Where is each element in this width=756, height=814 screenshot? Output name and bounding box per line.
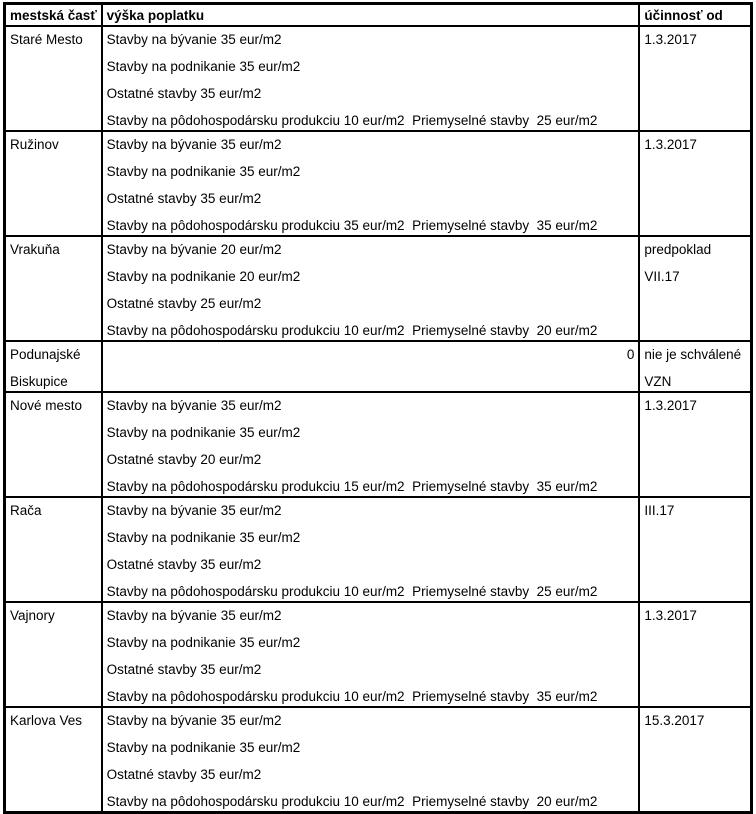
fees-cell-line: Stavby na pôdohospodársku produkciu 10 eur/m2 Priemyselné stavby 25 eur/m2 — [106, 584, 598, 599]
effective-cell — [639, 707, 751, 813]
fees-cell-line: Ostatné stavby 35 eur/m2 — [106, 191, 262, 206]
fees-cell — [102, 497, 640, 602]
effective-cell — [639, 131, 751, 236]
fees-cell-line: Stavby na pôdohospodársku produkciu 10 eur/m2 Priemyselné stavby 20 eur/m2 — [106, 323, 598, 338]
fees-cell — [102, 236, 640, 341]
effective-cell-line: nie je schválené — [644, 347, 742, 362]
table-row — [5, 236, 752, 341]
effective-cell-line: 1.3.2017 — [644, 398, 697, 413]
table-row — [5, 26, 752, 131]
fees-zero-value: 0 — [626, 347, 635, 362]
effective-cell — [639, 392, 751, 497]
fees-cell — [102, 602, 640, 707]
fees-cell-line: Stavby na podnikanie 35 eur/m2 — [106, 740, 301, 755]
fees-cell — [102, 707, 640, 813]
fees-cell-line: Stavby na podnikanie 35 eur/m2 — [106, 635, 301, 650]
fees-cell-line: Stavby na podnikanie 35 eur/m2 — [106, 164, 301, 179]
fees-cell-line: Stavby na bývanie 35 eur/m2 — [106, 398, 282, 413]
fees-cell-line: Stavby na pôdohospodársku produkciu 10 eur/m2 Priemyselné stavby 35 eur/m2 — [106, 689, 598, 704]
district-cell-line: Staré Mesto — [10, 32, 83, 47]
district-cell — [5, 236, 102, 341]
effective-cell-line: 15.3.2017 — [644, 713, 705, 728]
effective-cell — [639, 236, 751, 341]
district-cell-line: Vrakuňa — [10, 242, 60, 257]
table-row — [5, 497, 752, 602]
district-fee-table — [3, 2, 753, 814]
district-cell-line: Rača — [10, 503, 42, 518]
table-row — [5, 131, 752, 236]
district-cell — [5, 341, 102, 392]
header-effective: účinnosť od — [639, 4, 751, 27]
district-cell — [5, 131, 102, 236]
fees-cell-line: Stavby na bývanie 35 eur/m2 — [106, 137, 282, 152]
fees-cell-line: Stavby na pôdohospodársku produkciu 10 eur/m2 Priemyselné stavby 25 eur/m2 — [106, 113, 598, 128]
effective-cell-line: 1.3.2017 — [644, 32, 697, 47]
fees-cell-line: Stavby na podnikanie 35 eur/m2 — [106, 59, 301, 74]
fees-cell-line: Stavby na bývanie 35 eur/m2 — [106, 503, 282, 518]
fees-cell-line: Stavby na bývanie 35 eur/m2 — [106, 608, 282, 623]
district-cell-line: Biskupice — [10, 374, 68, 389]
fees-cell — [102, 341, 640, 392]
effective-cell-line: 1.3.2017 — [644, 137, 697, 152]
district-cell-line: Vajnory — [10, 608, 55, 623]
district-cell-line: Ružinov — [10, 137, 59, 152]
table-row — [5, 392, 752, 497]
district-cell — [5, 392, 102, 497]
fees-cell-line: Stavby na bývanie 35 eur/m2 — [106, 32, 282, 47]
effective-cell — [639, 602, 751, 707]
header-district: mestská časť — [5, 4, 102, 27]
fees-cell — [102, 131, 640, 236]
fees-cell-line: Ostatné stavby 35 eur/m2 — [106, 86, 262, 101]
district-cell-line: Nové mesto — [10, 398, 83, 413]
table-row — [5, 707, 752, 813]
fees-cell-line: Ostatné stavby 35 eur/m2 — [106, 557, 262, 572]
fees-cell-line: Stavby na bývanie 20 eur/m2 — [106, 242, 282, 257]
district-cell-line: Podunajské — [10, 347, 81, 362]
effective-cell-line: III.17 — [644, 503, 675, 518]
fees-cell-line: Stavby na pôdohospodársku produkciu 10 eur/m2 Priemyselné stavby 20 eur/m2 — [106, 794, 598, 809]
fees-cell-line: Stavby na podnikanie 35 eur/m2 — [106, 530, 301, 545]
fees-cell — [102, 26, 640, 131]
district-cell — [5, 497, 102, 602]
effective-cell — [639, 497, 751, 602]
fees-cell-line: Ostatné stavby 25 eur/m2 — [106, 296, 262, 311]
district-cell — [5, 26, 102, 131]
effective-cell — [639, 341, 751, 392]
district-cell — [5, 602, 102, 707]
effective-cell-line: 1.3.2017 — [644, 608, 697, 623]
fees-cell-line: Ostatné stavby 20 eur/m2 — [106, 452, 262, 467]
fees-cell-line: Stavby na pôdohospodársku produkciu 35 eur/m2 Priemyselné stavby 35 eur/m2 — [106, 218, 598, 233]
district-cell — [5, 707, 102, 813]
fees-cell-line: Stavby na bývanie 35 eur/m2 — [106, 713, 282, 728]
fees-cell-line: Stavby na podnikanie 35 eur/m2 — [106, 425, 301, 440]
table-header-row — [5, 4, 752, 27]
effective-cell — [639, 26, 751, 131]
fees-cell-line: Ostatné stavby 35 eur/m2 — [106, 662, 262, 677]
header-fees: výška poplatku — [102, 4, 640, 27]
table-row — [5, 602, 752, 707]
table-row — [5, 341, 752, 392]
fees-cell-line: Stavby na podnikanie 20 eur/m2 — [106, 269, 301, 284]
effective-cell-line: VII.17 — [644, 269, 680, 284]
fees-cell-line: Stavby na pôdohospodársku produkciu 15 eur/m2 Priemyselné stavby 35 eur/m2 — [106, 479, 598, 494]
effective-cell-line: predpoklad — [644, 242, 712, 257]
table-body — [5, 26, 752, 813]
fees-cell — [102, 392, 640, 497]
fees-cell-line: Ostatné stavby 35 eur/m2 — [106, 767, 262, 782]
effective-cell-line: VZN — [644, 374, 672, 389]
district-cell-line: Karlova Ves — [10, 713, 83, 728]
